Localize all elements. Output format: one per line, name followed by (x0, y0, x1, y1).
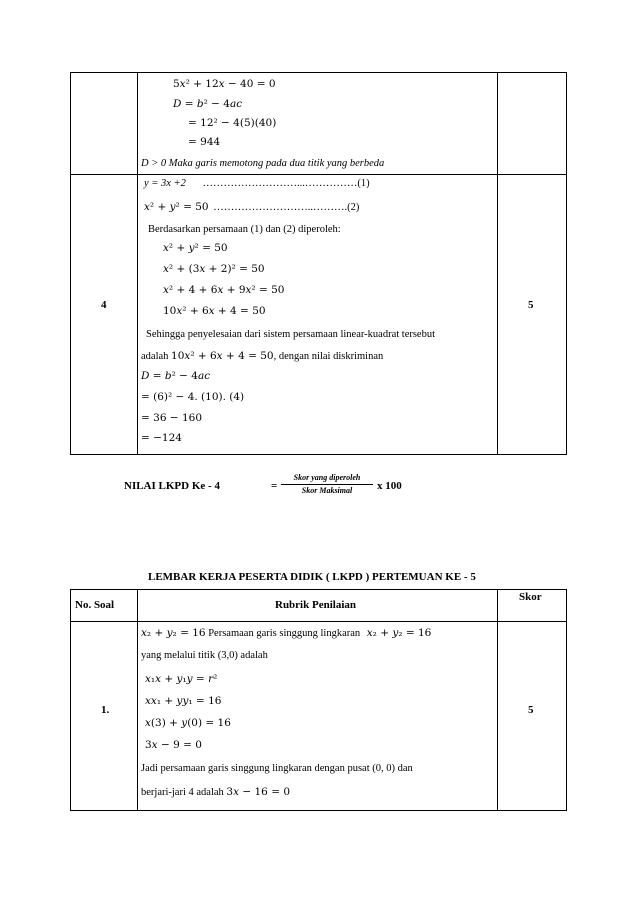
question-math-2: 𝑥₂ + 𝑦₂ = 16 (366, 627, 432, 639)
step-line: 𝑥² + (3𝑥 + 2)² = 50 (163, 263, 265, 275)
conclusion-line-1: Jadi persamaan garis singgung lingkaran dengan pusat (0, 0) dan (141, 763, 413, 774)
fraction-denominator: Skor Maksimal (301, 486, 353, 495)
table-divider-1 (137, 72, 138, 455)
table-top-border (70, 72, 567, 73)
score-formula-equals: = (271, 480, 278, 492)
discriminant-line: = 36 − 160 (141, 412, 203, 424)
conclusion-suffix: , dengan nilai diskriminan (273, 351, 384, 362)
question-score: 5 (528, 704, 534, 716)
equation-2 (144, 201, 359, 213)
section-title: LEMBAR KERJA PESERTA DIDIK ( LKPD ) PERTEMUAN KE - 5 (148, 571, 476, 583)
step-line: 𝑥² + 4 + 6𝑥 + 9𝑥² = 50 (163, 284, 285, 296)
question-text: Persamaan garis singgung lingkaran (208, 628, 361, 639)
table2-right-border (566, 589, 567, 811)
step-line: 𝑥₁𝑥 + 𝑦₁𝑦 = 𝑟² (145, 673, 218, 685)
question-math-1: 𝑥₂ + 𝑦₂ = 16 (141, 627, 206, 639)
question-line-1 (141, 627, 431, 639)
table2-divider-1 (137, 589, 138, 811)
math-line: 5𝑥² + 12𝑥 − 40 = 0 (173, 78, 276, 90)
math-line: = 12² − 4(5)(40) (188, 117, 277, 129)
table2-header-divider (70, 621, 567, 622)
table2-top-border (70, 589, 567, 590)
header-rubrik: Rubrik Penilaian (275, 599, 356, 611)
table-bottom-border (70, 454, 567, 455)
equation-2-expr: 𝑥² + 𝑦² = 50 (144, 201, 209, 213)
conclusion-prefix: adalah (141, 351, 169, 362)
step-line: 𝑥² + 𝑦² = 50 (163, 242, 228, 254)
header-no-soal: No. Soal (75, 599, 115, 611)
conclusion-line-2 (141, 350, 383, 362)
score-formula-label: NILAI LKPD Ke - 4 (124, 480, 220, 492)
table-divider-2 (497, 72, 498, 455)
table2-divider-2 (497, 589, 498, 811)
conclusion-prefix: berjari-jari 4 adalah (141, 787, 224, 798)
conclusion-text (141, 158, 384, 169)
table-row-divider (70, 174, 567, 175)
table2-bottom-border (70, 810, 567, 811)
conclusion-text-content: D > 0 Maka garis memotong pada dua titik yang berbeda (141, 158, 385, 169)
conclusion-line-2 (141, 786, 290, 798)
question-score: 5 (528, 299, 534, 311)
score-fraction (281, 473, 373, 496)
conclusion-math: 10𝑥² + 6𝑥 + 4 = 50 (171, 350, 274, 362)
step-line: 𝑥(3) + 𝑦(0) = 16 (145, 717, 231, 729)
equation-2-tag: ………………………..……….(2) (213, 202, 360, 213)
step-line: 𝑥𝑥₁ + 𝑦𝑦₁ = 16 (145, 695, 222, 707)
question-line-2: yang melalui titik (3,0) adalah (141, 650, 268, 661)
equation-1-tag: ………………………...……………(1) (202, 178, 370, 189)
discriminant-line: 𝐷 = 𝑏² − 4𝑎𝑐 (141, 370, 211, 382)
conclusion-math: 3𝑥 − 16 = 0 (226, 786, 291, 798)
table2-left-border (70, 589, 71, 811)
discriminant-line: = (6)² − 4. (10). (4) (141, 391, 245, 403)
question-number: 1. (101, 704, 110, 716)
step-line: 3𝑥 − 9 = 0 (145, 739, 202, 751)
fraction-bar (281, 484, 373, 485)
fraction-numerator: Skor yang diperoleh (293, 473, 361, 482)
header-skor: Skor (519, 591, 542, 603)
discriminant-line: = −124 (141, 432, 182, 444)
math-line: = 944 (188, 136, 221, 148)
question-number: 4 (101, 299, 107, 311)
conclusion-line-1: Sehingga penyelesaian dari sistem persamaan linear-kuadrat tersebut (146, 329, 436, 340)
math-line: 𝐷 = 𝑏² − 4𝑎𝑐 (173, 98, 243, 110)
table-right-border (566, 72, 567, 455)
equation-1 (144, 178, 370, 189)
step-line: 10𝑥² + 6𝑥 + 4 = 50 (163, 305, 266, 317)
equation-1-expr: y = 3x +2 (144, 178, 186, 189)
table-left-border (70, 72, 71, 455)
score-formula-multiplier: x 100 (377, 480, 402, 492)
intro-text: Berdasarkan persamaan (1) dan (2) diperoleh: (148, 224, 341, 235)
